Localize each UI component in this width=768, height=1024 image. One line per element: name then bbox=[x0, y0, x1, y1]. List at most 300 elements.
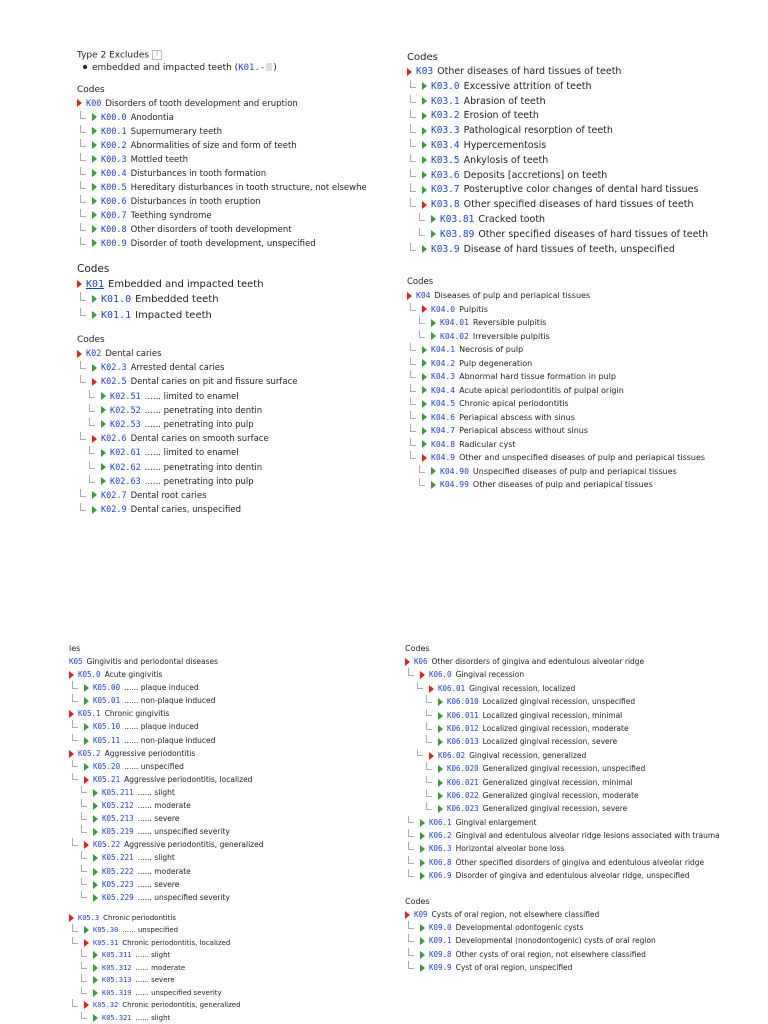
code-link[interactable]: K06.021 bbox=[447, 777, 479, 787]
code-link[interactable]: K04.90 bbox=[440, 466, 469, 476]
code-tree-item[interactable] bbox=[69, 694, 389, 707]
code-tree-item[interactable] bbox=[69, 760, 389, 773]
leaf-arrow-icon[interactable] bbox=[101, 449, 106, 457]
leaf-arrow-icon[interactable] bbox=[420, 872, 425, 880]
leaf-arrow-icon[interactable] bbox=[92, 141, 97, 149]
code-link[interactable]: K02.6 bbox=[101, 434, 127, 445]
code-link[interactable]: K00.6 bbox=[101, 196, 127, 207]
leaf-arrow-icon[interactable] bbox=[92, 225, 97, 233]
leaf-arrow-icon[interactable] bbox=[101, 406, 106, 414]
code-link[interactable]: K04.8 bbox=[431, 439, 456, 449]
leaf-arrow-icon[interactable] bbox=[92, 183, 97, 191]
code-tree-item[interactable] bbox=[77, 475, 387, 489]
expand-arrow-icon[interactable] bbox=[405, 658, 410, 666]
code-tree-item[interactable] bbox=[77, 375, 387, 389]
code-link[interactable]: K03.89 bbox=[440, 228, 475, 240]
code-link[interactable]: K03.3 bbox=[431, 125, 460, 137]
code-link[interactable]: K02.7 bbox=[101, 490, 127, 501]
leaf-arrow-icon[interactable] bbox=[101, 477, 106, 485]
code-link[interactable]: K05.312 bbox=[102, 963, 132, 972]
code-link[interactable]: K00.8 bbox=[101, 224, 127, 235]
code-link[interactable]: K05.22 bbox=[93, 840, 121, 850]
code-tree-item[interactable] bbox=[77, 181, 387, 195]
leaf-arrow-icon[interactable] bbox=[92, 127, 97, 135]
leaf-arrow-icon[interactable] bbox=[420, 924, 425, 932]
leaf-arrow-icon[interactable] bbox=[422, 171, 427, 179]
expand-arrow-icon[interactable] bbox=[422, 454, 427, 462]
code-tree-item[interactable] bbox=[69, 974, 389, 987]
leaf-arrow-icon[interactable] bbox=[422, 97, 427, 105]
code-link[interactable]: K06 bbox=[414, 657, 428, 666]
code-link[interactable]: K00.7 bbox=[101, 210, 127, 221]
expand-arrow-icon[interactable] bbox=[84, 939, 89, 947]
leaf-arrow-icon[interactable] bbox=[422, 359, 427, 367]
code-link[interactable]: K05.00 bbox=[93, 683, 121, 693]
code-link[interactable]: K00.1 bbox=[101, 126, 127, 137]
code-tree-item[interactable] bbox=[407, 169, 767, 184]
leaf-arrow-icon[interactable] bbox=[92, 491, 97, 499]
code-tree-item[interactable] bbox=[407, 451, 767, 465]
code-tree-item[interactable] bbox=[405, 722, 768, 735]
leaf-arrow-icon[interactable] bbox=[92, 155, 97, 163]
leaf-arrow-icon[interactable] bbox=[438, 805, 443, 813]
code-tree-item[interactable] bbox=[77, 277, 387, 293]
code-tree-item[interactable] bbox=[77, 347, 387, 361]
code-link[interactable]: K03.9 bbox=[431, 243, 460, 255]
code-tree-item[interactable] bbox=[407, 228, 767, 243]
code-tree-item[interactable] bbox=[69, 878, 389, 891]
code-link[interactable]: K03.8 bbox=[431, 199, 460, 211]
leaf-arrow-icon[interactable] bbox=[92, 113, 97, 121]
code-tree-item[interactable] bbox=[405, 789, 768, 802]
leaf-arrow-icon[interactable] bbox=[431, 230, 436, 238]
code-tree-item[interactable] bbox=[405, 682, 768, 695]
leaf-arrow-icon[interactable] bbox=[92, 364, 97, 372]
code-link[interactable]: K06.1 bbox=[429, 817, 452, 827]
code-tree-item[interactable] bbox=[407, 109, 767, 124]
expand-arrow-icon[interactable] bbox=[92, 435, 97, 443]
leaf-arrow-icon[interactable] bbox=[93, 854, 98, 862]
leaf-arrow-icon[interactable] bbox=[92, 311, 97, 319]
code-tree-item[interactable] bbox=[69, 681, 389, 694]
code-tree-item[interactable] bbox=[407, 95, 767, 110]
leaf-arrow-icon[interactable] bbox=[422, 440, 427, 448]
code-link[interactable]: K05.0 bbox=[78, 670, 101, 680]
leaf-arrow-icon[interactable] bbox=[438, 698, 443, 706]
leaf-arrow-icon[interactable] bbox=[84, 926, 89, 934]
code-tree-item[interactable] bbox=[77, 125, 387, 139]
code-link[interactable]: K05.313 bbox=[102, 976, 132, 985]
leaf-arrow-icon[interactable] bbox=[93, 789, 98, 797]
expand-arrow-icon[interactable] bbox=[69, 710, 74, 718]
expand-arrow-icon[interactable] bbox=[405, 911, 410, 919]
code-link[interactable]: K05.319 bbox=[102, 988, 132, 997]
leaf-arrow-icon[interactable] bbox=[422, 127, 427, 135]
leaf-arrow-icon[interactable] bbox=[438, 765, 443, 773]
code-tree-item[interactable] bbox=[405, 668, 768, 681]
expand-arrow-icon[interactable] bbox=[84, 841, 89, 849]
leaf-arrow-icon[interactable] bbox=[92, 506, 97, 514]
code-link[interactable]: K02.3 bbox=[101, 363, 127, 374]
code-link[interactable]: K02.51 bbox=[110, 391, 141, 402]
code-link[interactable]: K05.213 bbox=[102, 814, 134, 824]
leaf-arrow-icon[interactable] bbox=[101, 463, 106, 471]
code-tree-item[interactable] bbox=[77, 390, 387, 404]
code-tree-item[interactable] bbox=[405, 762, 768, 775]
code-tree-item[interactable] bbox=[69, 655, 389, 668]
leaf-arrow-icon[interactable] bbox=[422, 400, 427, 408]
code-link[interactable]: K09.0 bbox=[429, 923, 452, 933]
leaf-arrow-icon[interactable] bbox=[93, 881, 98, 889]
code-tree-item[interactable] bbox=[407, 213, 767, 228]
code-tree-item[interactable] bbox=[407, 478, 767, 492]
code-link[interactable]: K05.31 bbox=[93, 938, 119, 947]
code-tree-item[interactable] bbox=[69, 999, 389, 1012]
code-tree-item[interactable] bbox=[405, 908, 768, 921]
code-link[interactable]: K01.1 bbox=[101, 309, 132, 321]
expand-arrow-icon[interactable] bbox=[422, 201, 427, 209]
leaf-arrow-icon[interactable] bbox=[92, 197, 97, 205]
code-link[interactable]: K09 bbox=[414, 909, 428, 919]
code-link[interactable]: K01.0 bbox=[101, 294, 132, 305]
external-link-icon[interactable] bbox=[266, 63, 272, 71]
code-tree-item[interactable] bbox=[405, 869, 768, 882]
code-link[interactable]: K05.222 bbox=[102, 866, 134, 876]
code-tree-item[interactable] bbox=[407, 65, 767, 80]
code-tree-item[interactable] bbox=[69, 924, 389, 937]
code-link[interactable]: K06.2 bbox=[429, 831, 452, 841]
code-tree-item[interactable] bbox=[69, 1012, 389, 1024]
code-tree-item[interactable] bbox=[69, 734, 389, 747]
code-link[interactable]: K06.023 bbox=[447, 804, 479, 814]
code-tree-item[interactable] bbox=[69, 668, 389, 681]
code-link[interactable]: K03.5 bbox=[431, 154, 460, 166]
leaf-arrow-icon[interactable] bbox=[101, 420, 106, 428]
leaf-arrow-icon[interactable] bbox=[93, 815, 98, 823]
code-link[interactable]: K03.2 bbox=[431, 110, 460, 122]
code-tree-item[interactable] bbox=[405, 934, 768, 947]
code-tree-item[interactable] bbox=[69, 773, 389, 786]
leaf-arrow-icon[interactable] bbox=[422, 156, 427, 164]
code-link[interactable]: K05.10 bbox=[93, 722, 121, 732]
code-link[interactable]: K05.1 bbox=[78, 709, 101, 719]
code-tree-item[interactable] bbox=[407, 384, 767, 398]
code-tree-item[interactable] bbox=[77, 195, 387, 209]
leaf-arrow-icon[interactable] bbox=[93, 1014, 98, 1022]
code-link[interactable]: K05.11 bbox=[93, 735, 121, 745]
code-tree-item[interactable] bbox=[405, 802, 768, 815]
code-tree-item[interactable] bbox=[77, 209, 387, 223]
code-link[interactable]: K04.4 bbox=[431, 385, 456, 395]
leaf-arrow-icon[interactable] bbox=[420, 819, 425, 827]
leaf-arrow-icon[interactable] bbox=[422, 386, 427, 394]
code-link[interactable]: K05.32 bbox=[93, 1001, 119, 1010]
code-link[interactable]: K05.01 bbox=[93, 696, 121, 706]
code-link[interactable]: K06.013 bbox=[447, 737, 479, 747]
code-link[interactable]: K00.2 bbox=[101, 140, 127, 151]
leaf-arrow-icon[interactable] bbox=[422, 82, 427, 90]
code-tree-item[interactable] bbox=[405, 709, 768, 722]
code-tree-item[interactable] bbox=[405, 921, 768, 934]
code-link[interactable]: K06.0 bbox=[429, 670, 452, 680]
code-tree-item[interactable] bbox=[405, 776, 768, 789]
code-tree-item[interactable] bbox=[69, 949, 389, 962]
code-link[interactable]: K02.63 bbox=[110, 476, 141, 487]
code-link[interactable]: K03 bbox=[416, 66, 434, 77]
leaf-arrow-icon[interactable] bbox=[422, 112, 427, 120]
code-link[interactable]: K04.1 bbox=[431, 345, 456, 355]
code-tree-item[interactable] bbox=[77, 111, 387, 125]
expand-arrow-icon[interactable] bbox=[77, 350, 82, 358]
code-link[interactable]: K04.7 bbox=[431, 426, 456, 436]
expand-arrow-icon[interactable] bbox=[407, 292, 412, 300]
code-tree-item[interactable] bbox=[407, 343, 767, 357]
code-tree-item[interactable] bbox=[77, 167, 387, 181]
leaf-arrow-icon[interactable] bbox=[422, 373, 427, 381]
code-link[interactable]: K00.9 bbox=[101, 238, 127, 249]
code-tree-item[interactable] bbox=[77, 237, 387, 251]
code-link[interactable]: K02.53 bbox=[110, 419, 141, 430]
code-link[interactable]: K04.2 bbox=[431, 358, 456, 368]
code-tree-item[interactable] bbox=[77, 489, 387, 503]
expand-arrow-icon[interactable] bbox=[77, 280, 82, 288]
code-tree-item[interactable] bbox=[407, 411, 767, 425]
code-tree-item[interactable] bbox=[69, 786, 389, 799]
code-link[interactable]: K03.6 bbox=[431, 169, 460, 181]
code-link[interactable]: K04.02 bbox=[440, 331, 469, 341]
code-tree-item[interactable] bbox=[77, 292, 387, 308]
code-link[interactable]: K04.0 bbox=[431, 304, 456, 314]
code-link[interactable]: K05.3 bbox=[78, 913, 100, 922]
code-link[interactable]: K03.0 bbox=[431, 80, 460, 92]
expand-arrow-icon[interactable] bbox=[69, 750, 74, 758]
leaf-arrow-icon[interactable] bbox=[93, 989, 98, 997]
code-tree-item[interactable] bbox=[77, 308, 387, 324]
code-link[interactable]: K00.3 bbox=[101, 154, 127, 165]
code-tree-item[interactable] bbox=[407, 465, 767, 479]
code-tree-item[interactable] bbox=[405, 655, 768, 668]
code-link[interactable]: K00.0 bbox=[101, 112, 127, 123]
leaf-arrow-icon[interactable] bbox=[431, 467, 436, 475]
code-link[interactable]: K06.012 bbox=[447, 723, 479, 733]
code-tree-item[interactable] bbox=[77, 97, 387, 111]
code-tree-item[interactable] bbox=[77, 404, 387, 418]
code-link[interactable]: K06.8 bbox=[429, 857, 452, 867]
code-link[interactable]: K04.5 bbox=[431, 399, 456, 409]
code-link[interactable]: K05.2 bbox=[78, 748, 101, 758]
code-link[interactable]: K01 bbox=[86, 278, 105, 290]
code-link[interactable]: K06.020 bbox=[447, 764, 479, 774]
code-link[interactable]: K06.010 bbox=[447, 697, 479, 707]
code-link[interactable]: K09.9 bbox=[429, 963, 452, 973]
code-tree-item[interactable] bbox=[405, 735, 768, 748]
code-tree-item[interactable] bbox=[405, 948, 768, 961]
code-tree-item[interactable] bbox=[69, 912, 389, 925]
leaf-arrow-icon[interactable] bbox=[422, 245, 427, 253]
code-link[interactable]: K02.61 bbox=[110, 448, 141, 459]
code-tree-item[interactable] bbox=[405, 816, 768, 829]
code-tree-item[interactable] bbox=[407, 124, 767, 139]
code-tree-item[interactable] bbox=[77, 503, 387, 517]
code-tree-item[interactable] bbox=[69, 987, 389, 1000]
code-link[interactable]: K04.9 bbox=[431, 453, 456, 463]
leaf-arrow-icon[interactable] bbox=[93, 976, 98, 984]
code-link[interactable]: K02.62 bbox=[110, 462, 141, 473]
code-tree-item[interactable] bbox=[69, 825, 389, 838]
code-link[interactable]: K04.99 bbox=[440, 480, 469, 490]
leaf-arrow-icon[interactable] bbox=[92, 239, 97, 247]
code-link[interactable]: K03.7 bbox=[431, 184, 460, 196]
leaf-arrow-icon[interactable] bbox=[422, 346, 427, 354]
code-link[interactable]: K00.5 bbox=[101, 182, 127, 193]
code-tree-item[interactable] bbox=[69, 851, 389, 864]
code-link[interactable]: K05.219 bbox=[102, 827, 134, 837]
code-link[interactable]: K03.1 bbox=[431, 95, 460, 107]
leaf-arrow-icon[interactable] bbox=[431, 319, 436, 327]
leaf-arrow-icon[interactable] bbox=[431, 215, 436, 223]
code-link[interactable]: K09.8 bbox=[429, 949, 452, 959]
expand-arrow-icon[interactable] bbox=[429, 752, 434, 760]
leaf-arrow-icon[interactable] bbox=[101, 392, 106, 400]
expand-arrow-icon[interactable] bbox=[420, 671, 425, 679]
code-tree-item[interactable] bbox=[407, 243, 767, 258]
leaf-arrow-icon[interactable] bbox=[92, 169, 97, 177]
leaf-arrow-icon[interactable] bbox=[422, 427, 427, 435]
leaf-arrow-icon[interactable] bbox=[431, 332, 436, 340]
code-link[interactable]: K05.30 bbox=[93, 926, 119, 935]
code-tree-item[interactable] bbox=[407, 303, 767, 317]
expand-arrow-icon[interactable] bbox=[429, 685, 434, 693]
code-link[interactable]: K00.4 bbox=[101, 168, 127, 179]
code-link[interactable]: K05.321 bbox=[102, 1013, 132, 1022]
code-link[interactable]: K02.52 bbox=[110, 405, 141, 416]
leaf-arrow-icon[interactable] bbox=[438, 738, 443, 746]
leaf-arrow-icon[interactable] bbox=[84, 723, 89, 731]
leaf-arrow-icon[interactable] bbox=[420, 845, 425, 853]
code-link[interactable]: K05.229 bbox=[102, 892, 134, 902]
leaf-arrow-icon[interactable] bbox=[93, 951, 98, 959]
code-link[interactable]: K06.3 bbox=[429, 844, 452, 854]
code-tree-item[interactable] bbox=[77, 432, 387, 446]
code-tree-item[interactable] bbox=[69, 937, 389, 950]
code-tree-item[interactable] bbox=[69, 891, 389, 904]
code-tree-item[interactable] bbox=[405, 856, 768, 869]
leaf-arrow-icon[interactable] bbox=[422, 413, 427, 421]
code-tree-item[interactable] bbox=[405, 829, 768, 842]
leaf-arrow-icon[interactable] bbox=[420, 937, 425, 945]
code-tree-item[interactable] bbox=[407, 80, 767, 95]
code-link[interactable]: K03.4 bbox=[431, 139, 460, 151]
expand-arrow-icon[interactable] bbox=[77, 99, 82, 107]
leaf-arrow-icon[interactable] bbox=[438, 779, 443, 787]
code-tree-item[interactable] bbox=[77, 446, 387, 460]
code-link[interactable]: K06.01 bbox=[438, 683, 466, 693]
code-tree-item[interactable] bbox=[69, 865, 389, 878]
code-link[interactable]: K02.9 bbox=[101, 505, 127, 516]
code-tree-item[interactable] bbox=[407, 289, 767, 303]
leaf-arrow-icon[interactable] bbox=[93, 894, 98, 902]
code-link[interactable]: K05.223 bbox=[102, 879, 134, 889]
code-tree-item[interactable] bbox=[69, 812, 389, 825]
excludes-code-link[interactable]: K01.- bbox=[238, 62, 266, 73]
code-tree-item[interactable] bbox=[407, 330, 767, 344]
code-tree-item[interactable] bbox=[407, 183, 767, 198]
code-tree-item[interactable] bbox=[69, 707, 389, 720]
code-link[interactable]: K05.21 bbox=[93, 774, 121, 784]
code-tree-item[interactable] bbox=[405, 695, 768, 708]
code-link[interactable]: K04.3 bbox=[431, 372, 456, 382]
code-tree-item[interactable] bbox=[77, 361, 387, 375]
help-icon[interactable]: ? bbox=[152, 50, 162, 60]
code-tree-item[interactable] bbox=[69, 962, 389, 975]
leaf-arrow-icon[interactable] bbox=[93, 868, 98, 876]
leaf-arrow-icon[interactable] bbox=[422, 186, 427, 194]
expand-arrow-icon[interactable] bbox=[84, 776, 89, 784]
code-link[interactable]: K05.311 bbox=[102, 951, 132, 960]
expand-arrow-icon[interactable] bbox=[407, 68, 412, 76]
code-link[interactable]: K05.20 bbox=[93, 761, 121, 771]
code-tree-item[interactable] bbox=[407, 316, 767, 330]
code-link[interactable]: K09.1 bbox=[429, 936, 452, 946]
code-tree-item[interactable] bbox=[77, 139, 387, 153]
code-link[interactable]: K02 bbox=[86, 349, 102, 359]
code-tree-item[interactable] bbox=[407, 357, 767, 371]
leaf-arrow-icon[interactable] bbox=[420, 832, 425, 840]
code-link[interactable]: K06.9 bbox=[429, 871, 452, 881]
code-link[interactable]: K05.221 bbox=[102, 853, 134, 863]
leaf-arrow-icon[interactable] bbox=[420, 951, 425, 959]
code-tree-item[interactable] bbox=[69, 720, 389, 733]
code-tree-item[interactable] bbox=[407, 370, 767, 384]
code-link[interactable]: K04 bbox=[416, 291, 431, 301]
code-tree-item[interactable] bbox=[407, 139, 767, 154]
code-tree-item[interactable] bbox=[77, 153, 387, 167]
leaf-arrow-icon[interactable] bbox=[438, 725, 443, 733]
code-tree-item[interactable] bbox=[407, 198, 767, 213]
code-link[interactable]: K06.02 bbox=[438, 750, 466, 760]
code-link[interactable]: K05 bbox=[69, 657, 83, 666]
code-link[interactable]: K05.211 bbox=[102, 787, 134, 797]
code-tree-item[interactable] bbox=[407, 438, 767, 452]
leaf-arrow-icon[interactable] bbox=[438, 792, 443, 800]
expand-arrow-icon[interactable] bbox=[69, 914, 74, 922]
code-tree-item[interactable] bbox=[405, 749, 768, 762]
code-tree-item[interactable] bbox=[69, 747, 389, 760]
code-link[interactable]: K04.6 bbox=[431, 412, 456, 422]
code-tree-item[interactable] bbox=[77, 223, 387, 237]
code-tree-item[interactable] bbox=[405, 961, 768, 974]
leaf-arrow-icon[interactable] bbox=[84, 684, 89, 692]
code-tree-item[interactable] bbox=[69, 799, 389, 812]
leaf-arrow-icon[interactable] bbox=[422, 141, 427, 149]
code-tree-item[interactable] bbox=[69, 838, 389, 851]
leaf-arrow-icon[interactable] bbox=[92, 211, 97, 219]
code-link[interactable]: K00 bbox=[86, 98, 102, 109]
expand-arrow-icon[interactable] bbox=[69, 671, 74, 679]
leaf-arrow-icon[interactable] bbox=[438, 712, 443, 720]
code-link[interactable]: K06.011 bbox=[447, 710, 479, 720]
code-tree-item[interactable] bbox=[407, 397, 767, 411]
code-tree-item[interactable] bbox=[77, 461, 387, 475]
code-tree-item[interactable] bbox=[407, 154, 767, 169]
code-link[interactable]: K05.212 bbox=[102, 801, 134, 811]
expand-arrow-icon[interactable] bbox=[92, 378, 97, 386]
code-tree-item[interactable] bbox=[77, 418, 387, 432]
code-link[interactable]: K04.01 bbox=[440, 318, 469, 328]
leaf-arrow-icon[interactable] bbox=[93, 828, 98, 836]
code-tree-item[interactable] bbox=[405, 842, 768, 855]
code-tree-item[interactable] bbox=[407, 424, 767, 438]
